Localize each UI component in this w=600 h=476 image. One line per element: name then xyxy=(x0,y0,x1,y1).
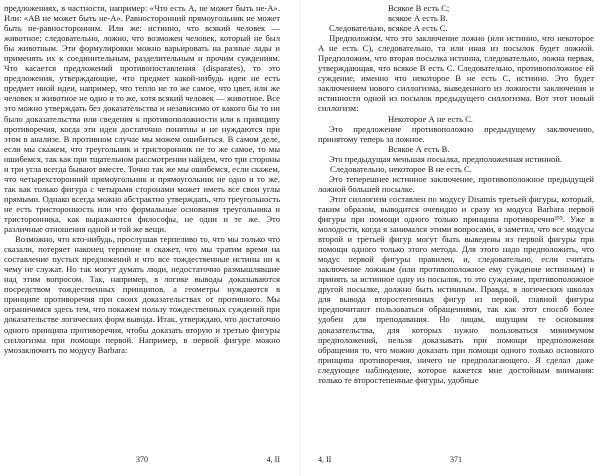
syllogism-line: Некоторое А не есть С. xyxy=(388,113,474,124)
paragraph: Предположим, что это заключение ложно (или истинно, что некоторое А не есть С), следовательно, та или иная из посылок будет ложной. Предположим, что вторая посылка истинна, следовательно, ложна первая, утверждающая, что всякое В есть С. Следовательно, противоположное ей суждение, именно что некоторое В не есть С, истинно. Это будет заключением нового силлогизма, выведенного из ложности заключения и истинности одной из посылок предыдущего силлогизма. Вот этот новый силлогизм: xyxy=(318,33,594,114)
syllogism-line: Всякое А есть В. xyxy=(388,143,450,154)
paragraph: Это предложение противоположно предыдущему заключению, принятому теперь за ложное. xyxy=(318,123,594,144)
right-page xyxy=(318,3,594,473)
paragraph: Это теперешнее истинное заключение, противоположное предыдущей ложной большей посылке. xyxy=(318,173,594,194)
section-marker: 4, II xyxy=(266,455,280,464)
paragraph: Это предыдущая меньшая посылка, предположенная истинной. xyxy=(329,153,563,164)
paragraph: Возможно, что кто-нибудь, прослушав терпеливо то, что мы только что сказали, потеряет наконец терпение и скажет, что мы тратим время на составление пустых предложений и что все тождественные истины ни к чему не служат. Но так могут думать люди, недостаточно размышлявшие над этим вопросом. Так, например, в логике выводы доказываются посредством тождественных принципов, а геометры нуждаются в принципе противоречия при своих доказательствах от противного. Мы ограничимся здесь тем, что покажем пользу тождественных суждений при доказательстве логических форм вывода. Итак, утверждаю, что достаточно одного принципа противоречия, чтобы доказать вторую и третью фигуры силлогизма при помощи первой. Например, в первой фигуре можно умозаключить по модусу Barbara: xyxy=(4,234,280,355)
right-page-footer xyxy=(318,455,594,465)
section-marker: 4, II xyxy=(318,455,332,464)
right-page-body xyxy=(318,3,594,385)
page-number: 371 xyxy=(450,455,462,464)
syllogism-line: Всякое В есть С; xyxy=(388,3,450,13)
left-page-footer xyxy=(4,455,280,465)
page-number: 370 xyxy=(136,455,148,464)
page-fold xyxy=(299,0,300,476)
paragraph: предложениях, в частности, например: «Что есть А, не может быть не-А». Или: «АВ не может быть не-А». Равносторонний прямоугольник не может быть не-равносторонним. Или же: истинно, что всякий человек — животное; следовательно, ложно, что возможен человек, который не был бы животным. Эти формулировки можно варьировать на разные лады и применять их к соединительным, разделительным и прочим суждениям. Что касается предложений противопоставления (disparates), то это предложения, утверждающие, что предмет какой-нибудь идеи не есть предмет иной идеи, например, что тепло не то же самое, что цвет, или же человек и животное не одно и то же, хотя всякий человек — животное. Все это можно утверждать без доказательства и независимо от какого бы то ни было доказательства или сведения к противоположности или к принципу противоречия, когда эти идеи достаточно понятны и не нуждаются при этом в анализе. В противном случае мы можем ошибиться. В самом деле, если мы скажем, что треугольник и тристоронник не то же самое, то мы ошибемся, так как при тщательном рассмотрении найдем, что три стороны и три угла всегда бывают вместе. Точно так же мы ошибемся, если скажем, что четырехсторонний прямоугольник и прямоугольник не одно и то же, так как только фигура с четырьмя сторонами может иметь все свои углы прямыми. Однако всегда можно абстрактно утверждать, что треугольность не есть тристоронность или что формальные основания треугольника и тристоронника, как выражаются философы, не одни и те же. Это различные отношения одной и той же вещи. xyxy=(4,3,280,235)
paragraph: Этот силлогизм составлен по модусу Disamis третьей фигуры, который, таким образом, выводится очевидно и сразу из модуса Barbara первой фигуры при помощи одного только принципа противоречия³⁵⁵. Уже в молодости, когда я занимался этими вопросами, я заметил, что все модусы второй и третьей фигур могут быть выведены из первой фигуры при помощи одного только этого метода. Для этого надо предположить, что модус первой фигуры правилен, и, следовательно, если считать заключение ложным (или противоположное ему суждение истинным) и принять за истинное одну из посылок, то это суждение, противоположное другой посылке, должно быть истинным. Правда, в логических школах для вывода второстепенных фигур из первой, главной фигуры предпочитают пользоваться обращениями, так как этот способ более удобен для преподавания. Но лицам, ищущим те основания доказательства, для которых нужно пользоваться минимумом предположений, нельзя доказывать при помощи предположения обращения то, что можно доказать при помощи одного только основного принципа противоречия, ничего не предполагающего. Я сделал даже следующее наблюдение, которое кажется мне достойным внимания: только те второстепенные фигуры, удобные xyxy=(318,193,594,385)
left-page xyxy=(4,3,280,473)
left-page-body xyxy=(4,3,280,355)
syllogism-line: всякое А есть В. xyxy=(388,13,448,24)
syllogism-conclusion: Следовательно, некоторое В не есть С. xyxy=(330,163,472,174)
syllogism-conclusion: Следовательно, всякое А есть С. xyxy=(329,23,448,34)
